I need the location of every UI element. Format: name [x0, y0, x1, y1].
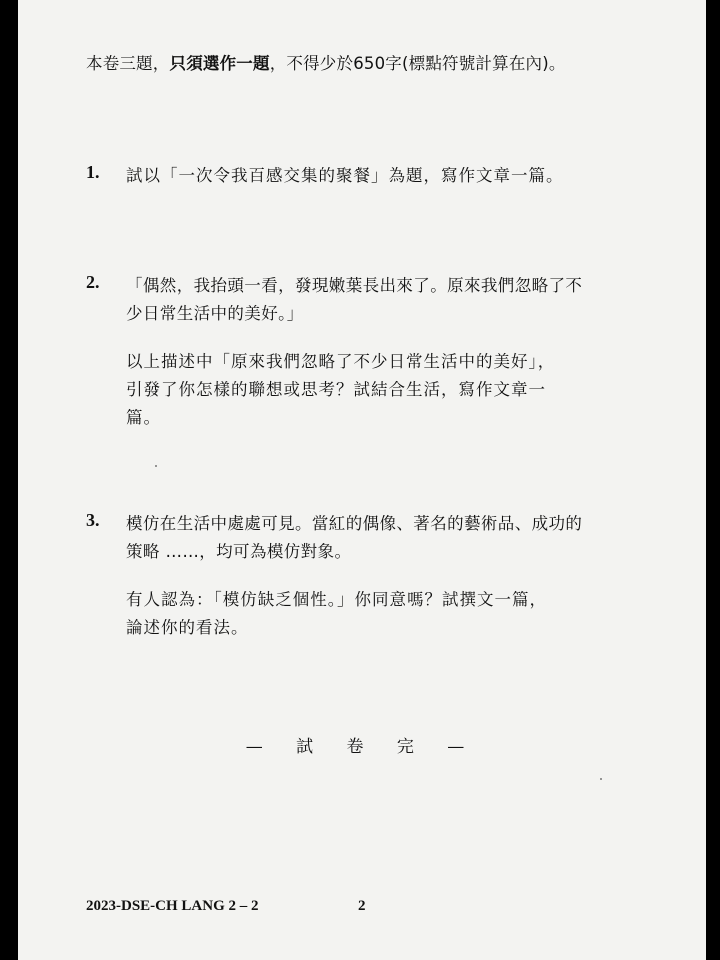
page-number: 2	[358, 898, 366, 914]
question-number: 1.	[86, 162, 100, 182]
prompt-line: 以上描述中「原來我們忽略了不少日常生活中的美好」，	[126, 352, 556, 371]
prompt-line: 篇。	[126, 408, 161, 427]
question-text-line: 試以「一次令我百感交集的聚餐」為題，寫作文章一篇。	[126, 166, 564, 185]
quote-line: 「偶然，我抬頭一看，發現嫩葉長出來了。原來我們忽略了不	[126, 276, 583, 295]
paper-code: 2023-DSE-CH LANG 2 – 2	[86, 898, 259, 914]
prompt-line: 論述你的看法。	[126, 618, 249, 637]
quote-line: 少日常生活中的美好。」	[126, 304, 304, 323]
prompt-line: 有人認為：「模仿缺乏個性。」你同意嗎？試撰文一篇，	[126, 590, 547, 609]
scan-speck	[155, 465, 157, 467]
instruction-before: 本卷三題，	[86, 54, 170, 73]
question-number: 2.	[86, 272, 100, 292]
instruction-line	[86, 50, 566, 74]
question-number: 3.	[86, 510, 100, 530]
instruction-bold: 只須選作一題	[169, 54, 270, 73]
scan-speck	[600, 778, 602, 780]
prompt-line: 引發了你怎樣的聯想或思考？試結合生活，寫作文章一	[126, 380, 546, 399]
quote-line: 策略 ……，均可為模仿對象。	[126, 542, 352, 561]
exam-page	[18, 0, 706, 960]
instruction-after: ，不得少於650字(標點符號計算在內)。	[269, 54, 566, 73]
end-of-paper-mark: — 試 卷 完 —	[245, 737, 479, 757]
quote-line: 模仿在生活中處處可見。當紅的偶像、著名的藝術品、成功的	[126, 514, 583, 533]
